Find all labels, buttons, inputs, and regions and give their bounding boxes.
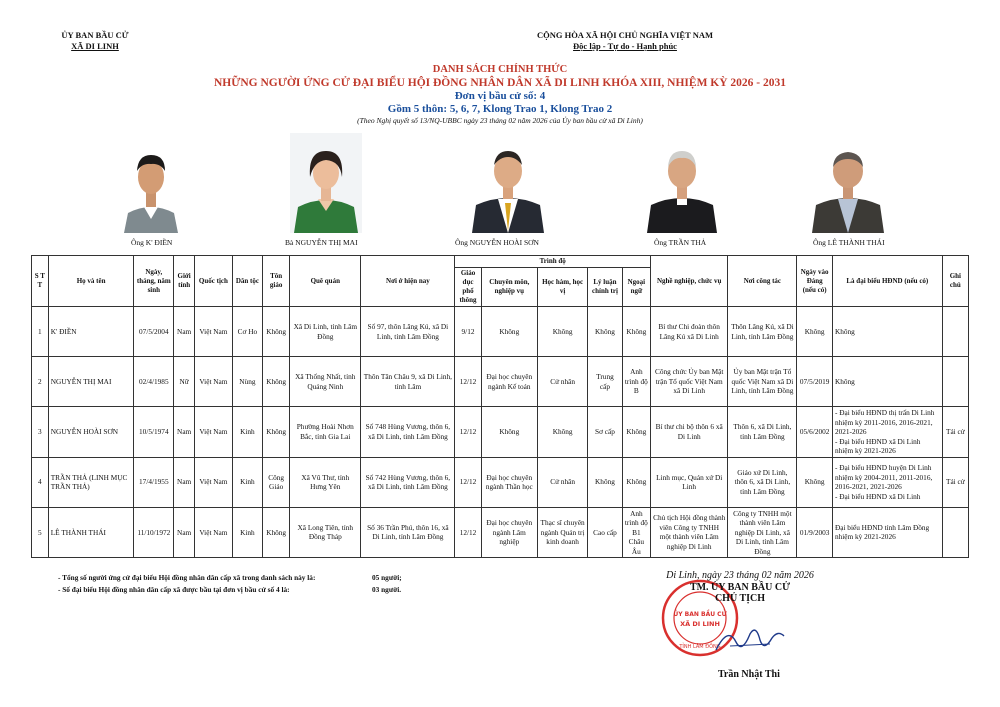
cell-edu-degree: Cử nhân <box>538 457 588 507</box>
cell-edu-politics: Cao cấp <box>588 507 623 558</box>
issuer-header <box>30 30 160 52</box>
cell-edu-politics: Trung cấp <box>588 357 623 407</box>
portrait-photo-4 <box>645 133 719 233</box>
portrait-photo-1 <box>122 133 180 233</box>
cell-edu-major: Không <box>481 307 537 357</box>
cell-nationality: Việt Nam <box>195 307 233 357</box>
cell-ethnic: Cơ Ho <box>232 307 262 357</box>
col-header-edu-general: Giáo dục phổ thông <box>455 268 481 307</box>
cell-party-date: 05/6/2002 <box>797 407 833 458</box>
col-header-edu-degree: Học hàm, học vị <box>538 268 588 307</box>
cell-sex: Nam <box>174 407 195 458</box>
col-header-sex: Giới tính <box>174 256 195 307</box>
cell-edu-degree: Không <box>538 407 588 458</box>
cell-workplace: Giáo xứ Di Linh, thôn 6, xã Di Linh, tỉnh Lâm Đồng <box>728 457 797 507</box>
national-title: CỘNG HÒA XÃ HỘI CHỦ NGHĨA VIỆT NAM <box>536 30 714 40</box>
elected-count-value: 03 người. <box>372 585 402 594</box>
cell-edu-major: Đại học chuyên ngành Thần học <box>481 457 537 507</box>
col-header-occupation: Nghề nghiệp, chức vụ <box>651 256 728 307</box>
handwritten-signature <box>710 620 790 660</box>
issuer-line1: ỦY BAN BẦU CỬ <box>61 30 129 40</box>
cell-dob: 07/5/2004 <box>134 307 174 357</box>
cell-ethnic: Kinh <box>232 507 262 558</box>
cell-dob: 17/4/1955 <box>134 457 174 507</box>
col-header-nationality: Quốc tịch <box>195 256 233 307</box>
cell-dob: 11/10/1972 <box>134 507 174 558</box>
table-row <box>32 357 969 407</box>
col-header-edu-language: Ngoại ngữ <box>622 268 650 307</box>
svg-text:ỦY BAN BẦU CỬ: ỦY BAN BẦU CỬ <box>673 611 727 618</box>
cell-nationality: Việt Nam <box>195 457 233 507</box>
col-header-edu-politics: Lý luận chính trị <box>588 268 623 307</box>
cell-stt: 2 <box>32 357 49 407</box>
villages: Gồm 5 thôn: 5, 6, 7, Klong Trao 1, Klong Trao 2 <box>387 103 613 115</box>
cell-hometown: Xã Vũ Thư, tỉnh Hưng Yên <box>290 457 361 507</box>
cell-delegate: Đại biểu HĐND tỉnh Lâm Đồng nhiệm kỳ 2021-2026 <box>832 507 942 558</box>
cell-workplace: Công ty TNHH một thành viên Lâm nghiệp Di Linh, xã Di Linh, tỉnh Lâm Đồng <box>728 507 797 558</box>
cell-sex: Nữ <box>174 357 195 407</box>
cell-occupation: Bí thư Chi đoàn thôn Lăng Kú xã Di Linh <box>651 307 728 357</box>
col-header-ethnic: Dân tộc <box>232 256 262 307</box>
cell-hometown: Xã Long Tiên, tỉnh Đồng Tháp <box>290 507 361 558</box>
cell-nationality: Việt Nam <box>195 507 233 558</box>
total-candidates-value: 05 người; <box>372 573 402 582</box>
cell-religion: Không <box>263 307 290 357</box>
cell-residence: Thôn Tân Châu 9, xã Di Linh, tỉnh Lâm <box>361 357 455 407</box>
col-header-hometown: Quê quán <box>290 256 361 307</box>
cell-religion: Công Giáo <box>263 457 290 507</box>
col-header-dob: Ngày, tháng, năm sinh <box>134 256 174 307</box>
cell-workplace: Thôn 6, xã Di Linh, tỉnh Lâm Đồng <box>728 407 797 458</box>
cell-edu-degree: Thạc sĩ chuyên ngành Quản trị kinh doanh <box>538 507 588 558</box>
national-motto: Độc lập - Tự do - Hạnh phúc <box>573 41 677 51</box>
cell-edu-politics: Không <box>588 307 623 357</box>
table-row <box>32 307 969 357</box>
cell-edu-general: 9/12 <box>455 307 481 357</box>
col-header-religion: Tôn giáo <box>263 256 290 307</box>
document-subtitle: NHỮNG NGƯỜI ỨNG CỬ ĐẠI BIỂU HỘI ĐỒNG NHÂN DÂN XÃ DI LINH KHÓA XIII, NHIỆM KỲ 2026 - 2031 <box>213 77 787 89</box>
cell-religion: Không <box>263 357 290 407</box>
cell-party-date: Không <box>797 457 833 507</box>
cell-note <box>942 357 968 407</box>
national-header <box>470 30 780 52</box>
svg-text:TỈNH LÂM ĐỒNG: TỈNH LÂM ĐỒNG <box>679 644 721 650</box>
cell-ethnic: Nùng <box>232 357 262 407</box>
cell-note: Tái cử <box>942 407 968 458</box>
cell-name: LÊ THÀNH THÁI <box>48 507 134 558</box>
cell-workplace: Ủy ban Mặt trận Tổ quốc Việt Nam xã Di Linh, tỉnh Lâm Đồng <box>728 357 797 407</box>
cell-delegate: - Đại biểu HĐND huyện Di Linh nhiệm kỳ 2004-2011, 2011-2016, 2016-2021, 2021-2026 - Đại biểu HĐND xã Di Linh <box>832 457 942 507</box>
elected-count-label: - Số đại biểu Hội đồng nhân dân cấp xã được bầu tại đơn vị bầu cử số 4 là: <box>58 585 290 594</box>
portrait-caption-5: Ông LÊ THÀNH THÁI <box>813 238 885 247</box>
cell-edu-language: Anh trình độ B <box>622 357 650 407</box>
cell-edu-politics: Sơ cấp <box>588 407 623 458</box>
cell-name: TRẦN THẢ (LINH MỤC TRẦN THẢ) <box>48 457 134 507</box>
col-header-party-date: Ngày vào Đảng (nếu có) <box>797 256 833 307</box>
cell-delegate: - Đại biểu HĐND thị trấn Di Linh nhiệm kỳ 2011-2016, 2016-2021, 2021-2026 - Đại biểu HĐND xã Di Linh nhiệm kỳ 2021-2026 <box>832 407 942 458</box>
cell-workplace: Thôn Lăng Kú, xã Di Linh, tỉnh Lâm Đồng <box>728 307 797 357</box>
cell-party-date: 01/9/2003 <box>797 507 833 558</box>
candidate-table <box>31 255 969 558</box>
cell-religion: Không <box>263 407 290 458</box>
signer-name: Trần Nhật Thi <box>718 669 780 680</box>
table-row <box>32 507 969 558</box>
cell-religion: Không <box>263 507 290 558</box>
col-header-name: Họ và tên <box>48 256 134 307</box>
cell-edu-general: 12/12 <box>455 507 481 558</box>
resolution-note: (Theo Nghị quyết số 13/NQ-UBBC ngày 23 tháng 02 năm 2026 của Ủy ban bầu cử xã Di Linh) <box>357 116 643 125</box>
cell-edu-general: 12/12 <box>455 357 481 407</box>
col-header-delegate: Là đại biểu HĐND (nếu có) <box>832 256 942 307</box>
cell-hometown: Xã Di Linh, tỉnh Lâm Đồng <box>290 307 361 357</box>
cell-party-date: 07/5/2019 <box>797 357 833 407</box>
cell-sex: Nam <box>174 307 195 357</box>
cell-edu-language: Anh trình độ B1 Châu Âu <box>622 507 650 558</box>
col-header-stt: S T T <box>32 256 49 307</box>
portrait-caption-3: Ông NGUYỄN HOÀI SƠN <box>455 238 539 247</box>
cell-stt: 5 <box>32 507 49 558</box>
issuer-line2: XÃ DI LINH <box>71 41 119 51</box>
cell-ethnic: Kinh <box>232 457 262 507</box>
cell-edu-major: Đại học chuyên ngành Kế toán <box>481 357 537 407</box>
cell-ethnic: Kinh <box>232 407 262 458</box>
cell-name: K' ĐIỀN <box>48 307 134 357</box>
cell-residence: Số 36 Trần Phú, thôn 16, xã Di Linh, tỉnh Lâm Đồng <box>361 507 455 558</box>
cell-dob: 10/5/1974 <box>134 407 174 458</box>
cell-name: NGUYỄN THỊ MAI <box>48 357 134 407</box>
cell-party-date: Không <box>797 307 833 357</box>
table-row <box>32 407 969 458</box>
portrait-photo-5 <box>810 133 886 233</box>
col-header-residence: Nơi ở hiện nay <box>361 256 455 307</box>
cell-occupation: Linh mục, Quản xứ Di Linh <box>651 457 728 507</box>
cell-edu-degree: Cử nhân <box>538 357 588 407</box>
signing-date: Di Linh, ngày 23 tháng 02 năm 2026 <box>666 570 814 581</box>
cell-note <box>942 507 968 558</box>
cell-stt: 1 <box>32 307 49 357</box>
document-title: DANH SÁCH CHÍNH THỨC <box>432 64 568 75</box>
cell-sex: Nam <box>174 457 195 507</box>
portrait-caption-4: Ông TRẦN THẢ <box>654 238 707 247</box>
cell-residence: Số 748 Hùng Vương, thôn 6, xã Di Linh, tỉnh Lâm Đồng <box>361 407 455 458</box>
cell-edu-major: Đại học chuyên ngành Lâm nghiệp <box>481 507 537 558</box>
cell-edu-language: Không <box>622 457 650 507</box>
total-candidates-label: - Tổng số người ứng cử đại biểu Hội đồng nhân dân cấp xã trong danh sách này là: <box>58 573 316 582</box>
portrait-caption-1: Ông K' ĐIỀN <box>131 238 173 247</box>
cell-delegate: Không <box>832 307 942 357</box>
signing-role: CHỦ TỊCH <box>714 593 766 604</box>
summary-block <box>58 572 402 596</box>
col-header-note: Ghi chú <box>942 256 968 307</box>
cell-hometown: Xã Thống Nhất, tỉnh Quảng Ninh <box>290 357 361 407</box>
cell-edu-politics: Không <box>588 457 623 507</box>
portrait-photo-2 <box>290 133 362 233</box>
cell-hometown: Phường Hoài Nhơn Bắc, tỉnh Gia Lai <box>290 407 361 458</box>
cell-edu-language: Không <box>622 307 650 357</box>
portrait-caption-2: Bà NGUYỄN THỊ MAI <box>285 238 358 247</box>
cell-sex: Nam <box>174 507 195 558</box>
cell-edu-language: Không <box>622 407 650 458</box>
cell-edu-degree: Không <box>538 307 588 357</box>
table-row <box>32 457 969 507</box>
document-title-block <box>0 64 1000 126</box>
cell-residence: Số 742 Hùng Vương, thôn 6, xã Di Linh, tỉnh Lâm Đồng <box>361 457 455 507</box>
portrait-photo-3 <box>470 133 546 233</box>
cell-nationality: Việt Nam <box>195 357 233 407</box>
signing-organization: TM. ỦY BAN BẦU CỬ <box>689 582 791 593</box>
cell-edu-major: Không <box>481 407 537 458</box>
col-header-education-group: Trình độ <box>455 256 651 268</box>
cell-stt: 4 <box>32 457 49 507</box>
signature-block <box>655 570 825 604</box>
cell-note <box>942 307 968 357</box>
cell-edu-general: 12/12 <box>455 407 481 458</box>
cell-occupation: Công chức Ủy ban Mặt trận Tổ quốc Việt Nam xã Di Linh <box>651 357 728 407</box>
cell-occupation: Chủ tịch Hội đồng thành viên Công ty TNHH một thành viên Lâm nghiệp Di Linh <box>651 507 728 558</box>
cell-occupation: Bí thư chi bộ thôn 6 xã Di Linh <box>651 407 728 458</box>
cell-dob: 02/4/1985 <box>134 357 174 407</box>
electoral-unit: Đơn vị bầu cử số: 4 <box>454 90 546 102</box>
cell-delegate: Không <box>832 357 942 407</box>
col-header-workplace: Nơi công tác <box>728 256 797 307</box>
cell-nationality: Việt Nam <box>195 407 233 458</box>
cell-note: Tái cử <box>942 457 968 507</box>
cell-name: NGUYỄN HOÀI SƠN <box>48 407 134 458</box>
cell-residence: Số 97, thôn Lăng Kú, xã Di Linh, tỉnh Lâm Đồng <box>361 307 455 357</box>
svg-text:XÃ DI LINH: XÃ DI LINH <box>680 620 720 628</box>
cell-edu-general: 12/12 <box>455 457 481 507</box>
cell-stt: 3 <box>32 407 49 458</box>
col-header-edu-major: Chuyên môn, nghiệp vụ <box>481 268 537 307</box>
